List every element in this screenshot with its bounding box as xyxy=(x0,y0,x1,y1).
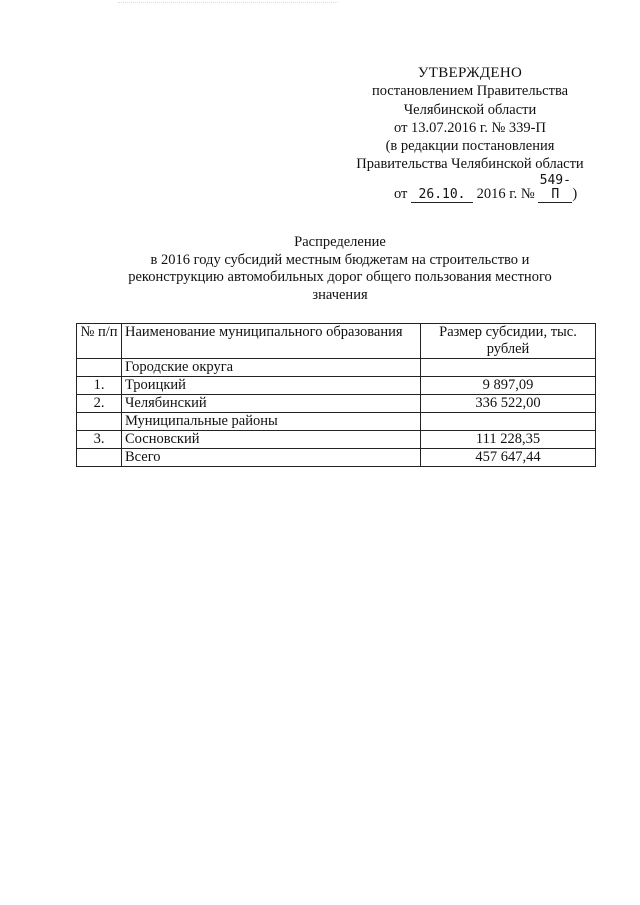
edition-prefix: от xyxy=(394,185,408,202)
table-row xyxy=(77,377,596,395)
row-name: Муниципальные районы xyxy=(122,413,421,431)
row-name: Челябинский xyxy=(122,395,421,413)
edition-close: ) xyxy=(572,185,578,202)
table-header-row xyxy=(77,324,596,359)
row-amount: 457 647,44 xyxy=(421,449,596,467)
row-name: Всего xyxy=(122,449,421,467)
approval-line: от 13.07.2016 г. № 339-П xyxy=(394,119,546,136)
title-line: значения xyxy=(312,286,368,303)
row-amount xyxy=(421,359,596,377)
row-amount xyxy=(421,413,596,431)
title-line: в 2016 году субсидий местным бюджетам на строительство и xyxy=(150,251,530,268)
header-name: Наименование муниципального образования xyxy=(122,324,421,359)
row-num xyxy=(77,449,122,467)
title-line: Распределение xyxy=(294,234,386,250)
table-row xyxy=(77,395,596,413)
header-num: № п/п xyxy=(77,324,122,359)
edition-year: 2016 г. № xyxy=(476,185,535,202)
approval-line: Правительства Челябинской области xyxy=(356,156,584,173)
approval-line: Челябинской области xyxy=(403,101,537,118)
approval-line: (в редакции постановления xyxy=(385,138,555,155)
row-name: Городские округа xyxy=(122,359,421,377)
title-line: реконструкцию автомобильных дорог общего пользования местного xyxy=(128,269,552,286)
row-amount: 336 522,00 xyxy=(421,395,596,413)
row-num: 2. xyxy=(77,395,122,413)
table-row xyxy=(77,413,596,431)
table-row xyxy=(77,449,596,467)
row-name: Троицкий xyxy=(122,377,421,395)
approval-stamp-block xyxy=(330,64,610,203)
edition-date: 26.10. xyxy=(411,188,473,203)
approval-heading: УТВЕРЖДЕНО xyxy=(417,65,523,81)
edition-date-line xyxy=(330,174,610,203)
row-num xyxy=(77,359,122,377)
table-row xyxy=(77,431,596,449)
edition-number: 549-П xyxy=(539,172,571,202)
table-row xyxy=(77,359,596,377)
header-amount: Размер субсидии, тыс. рублей xyxy=(421,324,596,359)
row-num xyxy=(77,413,122,431)
row-amount: 111 228,35 xyxy=(421,431,596,449)
row-name: Сосновский xyxy=(122,431,421,449)
subsidy-table xyxy=(76,323,596,467)
row-num: 3. xyxy=(77,431,122,449)
row-amount: 9 897,09 xyxy=(421,377,596,395)
scan-artifact xyxy=(118,2,338,7)
row-num: 1. xyxy=(77,377,122,395)
approval-line: постановлением Правительства xyxy=(371,83,569,100)
document-title xyxy=(90,234,590,304)
